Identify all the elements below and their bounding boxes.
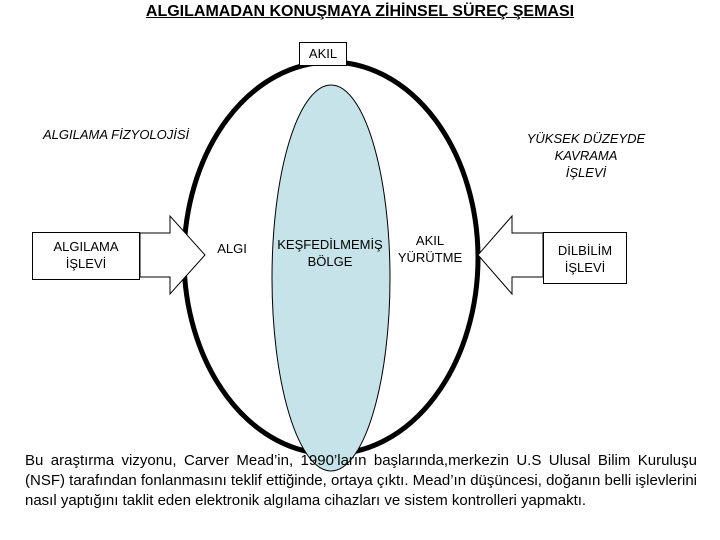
right-heading-line-3: İŞLEVİ	[565, 165, 607, 180]
kesfedilmemis-bolge-label	[268, 236, 392, 270]
description-paragraph: Bu araştırma vizyonu, Carver Mead’in, 1990’ların başlarında,merkezin U.S Ulusal Bilim Kuruluşu (NSF) tarafından fonlanmasını teklif ettiğinde, ortaya çıktı. Mead’ın düşüncesi, doğanın belli işlevlerini nasıl yaptığını taklit eden elektronik algılama cihazları ve sistem kontrolleri yapmaktı.	[25, 452, 698, 509]
akil-yurutme-line-1: AKIL	[415, 233, 445, 248]
right-arrow	[478, 216, 543, 294]
algilama-islevi-line-1: ALGILAMA	[53, 239, 119, 254]
right-heading-line-1: YÜKSEK DÜZEYDE	[526, 131, 646, 146]
dilbilim-islevi-line-2: İŞLEVİ	[564, 260, 606, 275]
akil-box	[299, 42, 347, 66]
page-title: ALGILAMADAN KONUŞMAYA ZİHİNSEL SÜREÇ ŞEMASI	[145, 3, 575, 20]
kesfedilmemis-line-2: BÖLGE	[307, 254, 353, 269]
akil-yurutme-line-2: YÜRÜTME	[397, 250, 463, 265]
akil-yurutme-label	[392, 232, 468, 266]
algi-label: ALGI	[217, 241, 247, 256]
dilbilim-islevi-box	[543, 232, 627, 284]
right-heading	[506, 130, 666, 181]
algilama-islevi-line-2: İŞLEVİ	[65, 256, 107, 271]
right-heading-line-2: KAVRAMA	[554, 148, 618, 163]
left-arrow	[140, 216, 205, 294]
akil-box-label: AKIL	[308, 46, 338, 61]
left-heading: ALGILAMA FİZYOLOJİSİ	[43, 127, 190, 142]
algilama-islevi-box	[32, 232, 140, 280]
dilbilim-islevi-line-1: DİLBİLİM	[557, 243, 613, 258]
kesfedilmemis-line-1: KEŞFEDİLMEMİŞ	[277, 237, 383, 252]
inner-ellipse	[272, 85, 390, 471]
